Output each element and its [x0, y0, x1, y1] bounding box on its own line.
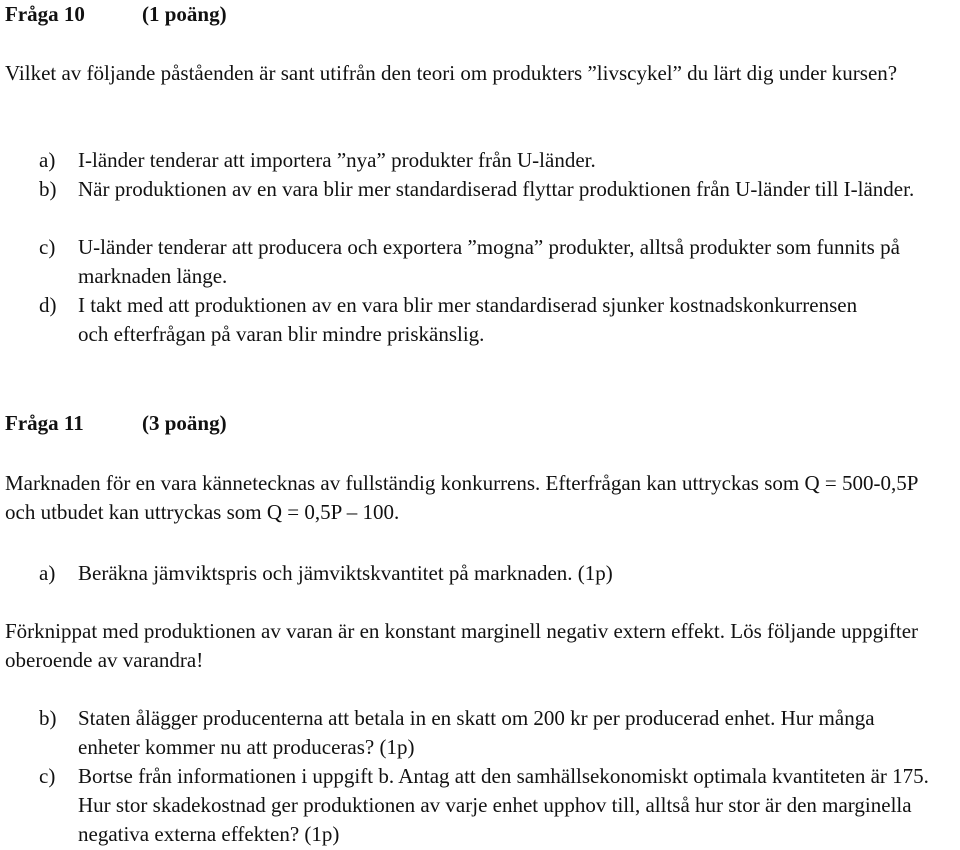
option-c-text: U-länder tenderar att producera och exportera ”mogna” produkter, alltså produkter som funnits på marknaden länge.: [78, 235, 900, 288]
question-11-part-b: [39, 704, 939, 762]
question-10-option-d: [39, 291, 889, 349]
part-b-marker: b): [39, 706, 57, 730]
option-c-marker: c): [39, 235, 56, 259]
question-11-points: (3 poäng): [142, 411, 227, 435]
option-b-text: När produktionen av en vara blir mer standardiserad flyttar produktionen från U-länder till I-länder.: [78, 177, 915, 201]
part-a-marker: a): [39, 561, 56, 585]
option-d-marker: d): [39, 293, 57, 317]
question-11-title: Fråga 11: [5, 411, 84, 435]
question-10-title: Fråga 10: [5, 2, 85, 26]
question-10-text: Vilket av följande påståenden är sant utifrån den teori om produkters ”livscykel” du lärt dig under kursen?: [5, 61, 898, 85]
question-10-option-c: [39, 233, 932, 291]
question-10-heading: [5, 0, 227, 29]
option-a-marker: a): [39, 148, 56, 172]
part-b-text: Staten ålägger producenterna att betala in en skatt om 200 kr per producerad enhet. Hur många enheter kommer nu att produceras? (1p): [78, 706, 875, 759]
part-c-text: Bortse från informationen i uppgift b. Antag att den samhällsekonomiskt optimala kvantiteten är 175. Hur stor skadekostnad ger produktionen av varje enhet upphov till, alltså hur stor är den marginella negativa externa effekten? (1p): [78, 764, 929, 846]
question-11-heading: [5, 409, 227, 438]
option-b-marker: b): [39, 177, 57, 201]
externality-text: Förknippat med produktionen av varan är en konstant marginell negativ extern effekt. Lös följande uppgifter oberoende av varandra!: [5, 619, 919, 672]
part-a-text: Beräkna jämviktspris och jämviktskvantitet på marknaden. (1p): [78, 561, 613, 585]
part-c-marker: c): [39, 764, 56, 788]
question-10-option-a: [39, 146, 939, 175]
question-11-part-a: [39, 559, 939, 588]
option-a-text: I-länder tenderar att importera ”nya” produkter från U-länder.: [78, 148, 596, 172]
question-11-part-c: [39, 762, 951, 849]
option-d-text: I takt med att produktionen av en vara blir mer standardiserad sjunker kostnadskonkurrensen och efterfrågan på varan blir mindre priskänslig.: [78, 293, 858, 346]
question-11-intro: Marknaden för en vara kännetecknas av fullständig konkurrens. Efterfrågan kan uttryckas som Q = 500-0,5P och utbudet kan uttryckas som Q = 0,5P – 100.: [5, 471, 918, 524]
question-10-points: (1 poäng): [142, 2, 227, 26]
question-10-option-b: [39, 175, 919, 204]
